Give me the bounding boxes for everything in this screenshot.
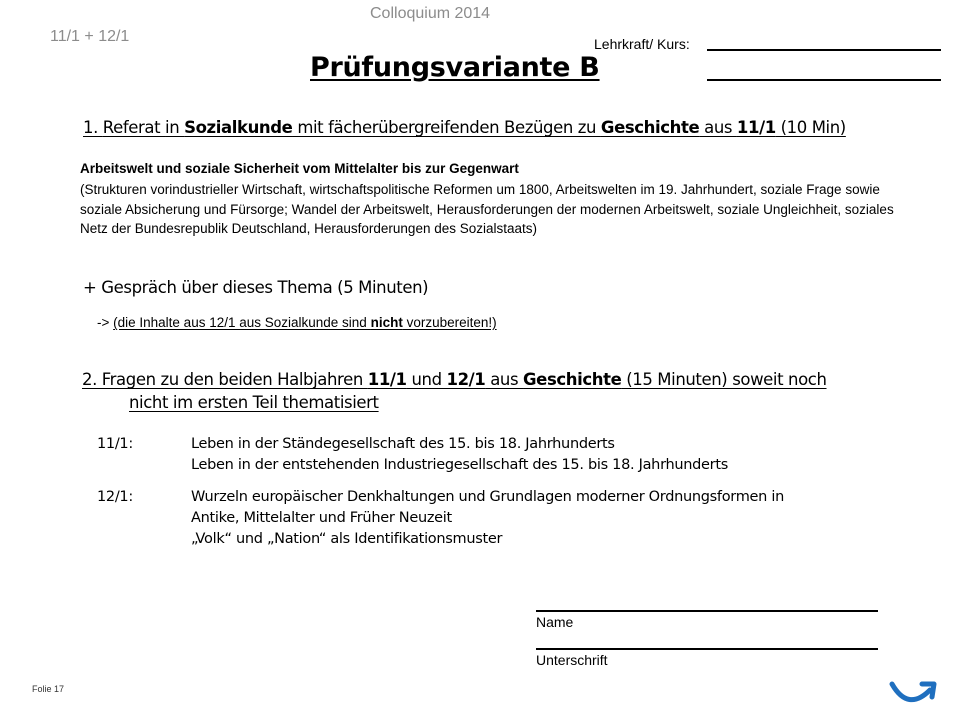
list-item: Leben in der Ständegesellschaft des 15. bis 18. Jahrhunderts	[191, 436, 615, 452]
topic-title: Arbeitswelt und soziale Sicherheit vom Mittelalter bis zur Gegenwart	[80, 161, 519, 176]
teacher-entry-line-2	[707, 79, 941, 81]
term-items-12-1	[191, 487, 784, 550]
term-label-12-1: 12/1:	[97, 489, 133, 505]
preparation-note: -> (die Inhalte aus 12/1 aus Sozialkunde sind nicht vorzubereiten!)	[97, 315, 497, 330]
curved-return-arrow-icon[interactable]	[886, 672, 940, 712]
discussion-line: + Gespräch über dieses Thema (5 Minuten)	[83, 278, 429, 297]
list-item: Antike, Mittelalter und Früher Neuzeit	[191, 510, 452, 526]
page-title: Prüfungsvariante B	[310, 52, 600, 83]
list-item: Wurzeln europäischer Denkhaltungen und Grundlagen moderner Ordnungsformen in	[191, 489, 784, 505]
list-item: „Volk“ und „Nation“ als Identifikationsmuster	[191, 531, 503, 547]
term-label-11-1: 11/1:	[97, 436, 133, 452]
section-1-heading: 1. Referat in Sozialkunde mit fächerübergreifenden Bezügen zu Geschichte aus 11/1 (10 Min)	[83, 118, 846, 137]
classes-label: 11/1 + 12/1	[50, 28, 130, 45]
slide-number: Folie 17	[32, 684, 65, 694]
list-item: Leben in der entstehenden Industriegesellschaft des 15. bis 18. Jahrhunderts	[191, 457, 728, 473]
topic-detail: (Strukturen vorindustrieller Wirtschaft, wirtschaftspolitische Reformen um 1800, Arbeitswelten im 19. Jahrhundert, soziale Frage sowie soziale Absicherung und Fürsorge; Wandel der Arbeitswelt, Herausforderungen der modernen Arbeitswelt, soziale Ungleichheit, soziales Netz der Bundesrepublik Deutschland, Herausforderungen des Sozialstaats)	[80, 182, 894, 236]
signature-label: Unterschrift	[536, 652, 608, 668]
teacher-label: Lehrkraft/ Kurs:	[594, 36, 690, 52]
colloquium-label: Colloquium 2014	[370, 5, 491, 22]
name-signature-line	[536, 610, 878, 612]
section-2-heading: 2. Fragen zu den beiden Halbjahren 11/1 und 12/1 aus Geschichte (15 Minuten) soweit noch nicht im ersten Teil thematisiert	[82, 370, 827, 412]
teacher-entry-line-1	[707, 49, 941, 51]
name-label: Name	[536, 614, 574, 630]
signature-line	[536, 648, 878, 650]
term-items-11-1	[191, 434, 728, 476]
